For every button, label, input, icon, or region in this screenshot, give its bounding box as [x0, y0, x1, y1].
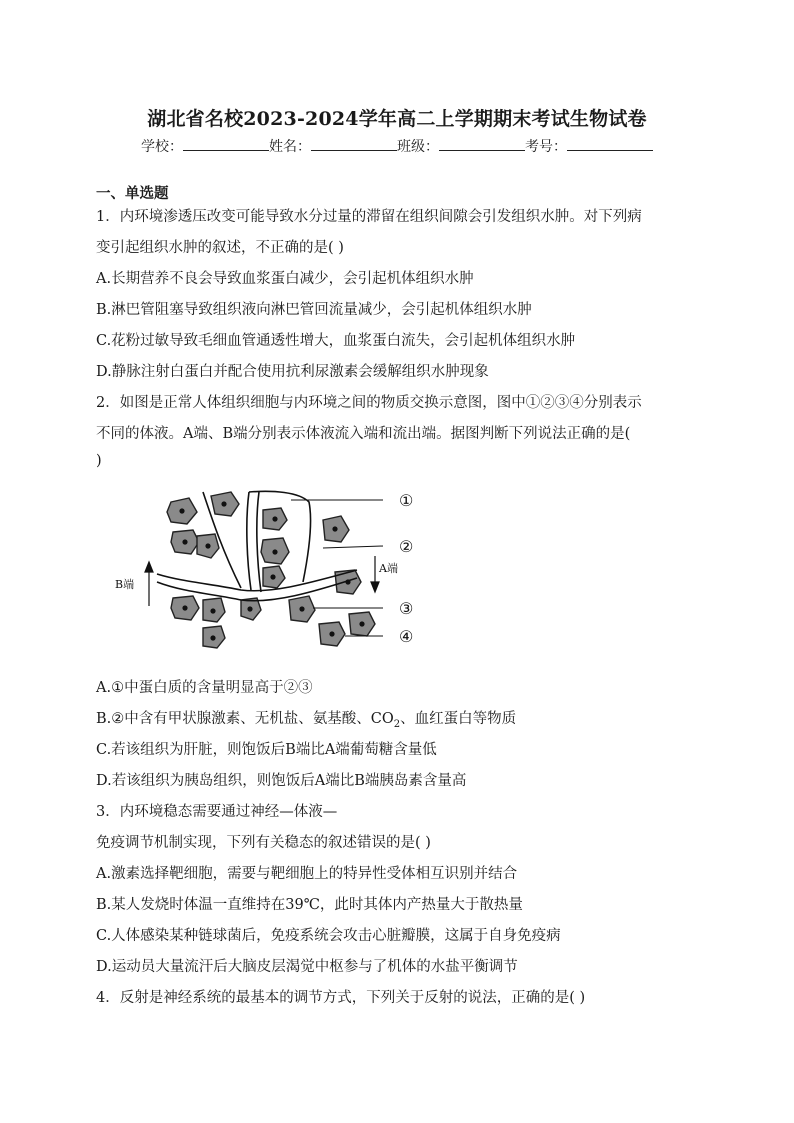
q2-option-b-tail: 、血红蛋白等物质: [400, 711, 517, 727]
q3-option-b: B.某人发烧时体温一直维持在39℃，此时其体内产热量大于散热量: [96, 897, 523, 913]
b-end-label: B端: [115, 578, 135, 591]
exam-title: 湖北省名校2023-2024学年高二上学期期末考试生物试卷: [147, 108, 647, 130]
diagram-label-2: ②: [399, 537, 414, 556]
q3-stem-line2: 免疫调节机制实现，下列有关稳态的叙述错误的是( ): [96, 835, 431, 851]
q2-option-b: [96, 707, 516, 730]
school-blank: [183, 136, 269, 151]
q3-option-d: D.运动员大量流汗后大脑皮层渴觉中枢参与了机体的水盐平衡调节: [96, 959, 518, 975]
q2-option-a: A.①中蛋白质的含量明显高于②③: [96, 680, 313, 696]
q2-stem-line1: 2．如图是正常人体组织细胞与内环境之间的物质交换示意图，图中①②③④分别表示: [96, 395, 642, 411]
q1-option-a: A.长期营养不良会导致血浆蛋白减少，会引起机体组织水肿: [96, 271, 474, 287]
name-blank: [311, 136, 397, 151]
q1-option-b: B.淋巴管阻塞导致组织液向淋巴管回流量减少，会引起机体组织水肿: [96, 302, 532, 318]
exam-no-blank: [567, 136, 653, 151]
diagram-label-1: ①: [399, 491, 414, 510]
q3-option-c: C.人体感染某种链球菌后，免疫系统会攻击心脏瓣膜，这属于自身免疫病: [96, 928, 561, 944]
q2-option-d: D.若该组织为胰岛组织，则饱饭后A端比B端胰岛素含量高: [96, 773, 467, 789]
diagram-labels: [399, 491, 413, 646]
school-label: 学校：: [141, 139, 183, 155]
tissue-exchange-diagram: [113, 482, 433, 654]
tissue-cells: [167, 492, 375, 648]
exam-no-label: 考号：: [525, 139, 567, 155]
q4-stem-line1: 4．反射是神经系统的最基本的调节方式，下列关于反射的说法，正确的是( ): [96, 990, 586, 1006]
class-blank: [439, 136, 525, 151]
a-end-label: A端: [379, 562, 398, 575]
q2-option-b-text: B.②中含有甲状腺激素、无机盐、氨基酸、CO: [96, 711, 394, 727]
q3-stem-line1: 3．内环境稳态需要通过神经—体液—: [96, 804, 338, 820]
student-info-row: [0, 136, 794, 156]
name-label: 姓名：: [269, 139, 311, 155]
class-label: 班级：: [397, 139, 439, 155]
q3-option-a: A.激素选择靶细胞，需要与靶细胞上的特异性受体相互识别并结合: [96, 866, 518, 882]
q1-option-d: D.静脉注射白蛋白并配合使用抗利尿激素会缓解组织水肿现象: [96, 364, 489, 380]
diagram-label-3: ③: [399, 599, 414, 618]
q2-option-c: C.若该组织为肝脏，则饱饭后B端比A端葡萄糖含量低: [96, 742, 437, 758]
diagram-label-4: ④: [399, 627, 414, 646]
section-heading: 一、单选题: [96, 185, 169, 202]
co2-subscript: 2: [393, 718, 401, 730]
q1-stem-line2: 变引起组织水肿的叙述，不正确的是( ): [96, 240, 344, 256]
q2-stem-line3: ): [96, 453, 102, 469]
q1-stem-line1: 1．内环境渗透压改变可能导致水分过量的滞留在组织间隙会引发组织水肿。对下列病: [96, 209, 642, 225]
q2-stem-line2: 不同的体液。A端、B端分别表示体液流入端和流出端。据图判断下列说法正确的是(: [96, 426, 631, 442]
q1-option-c: C.花粉过敏导致毛细血管通透性增大，血浆蛋白流失，会引起机体组织水肿: [96, 333, 576, 349]
